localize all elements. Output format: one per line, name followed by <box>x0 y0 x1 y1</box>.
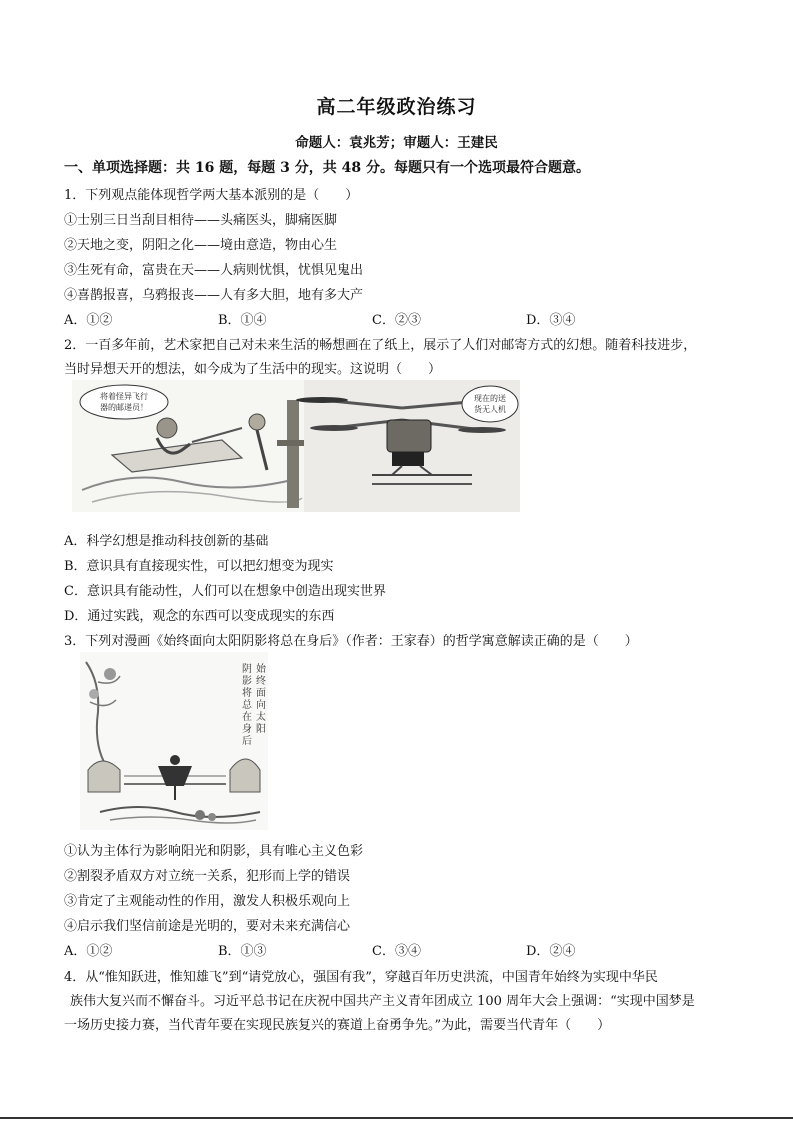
q2-option-b[interactable]: B．意识具有直接现实性，可以把幻想变为现实 <box>64 559 334 574</box>
q1-option-a[interactable]: A．①② <box>64 313 113 328</box>
q2-bubble-left-2: 器的邮递员！ <box>100 403 148 412</box>
q4-stem-line1: 4．从“惟知跃进，惟知雄飞”到“请党放心，强国有我”，穿越百年历史洪流，中国青年始终为实现中华民 <box>64 970 658 985</box>
q2-figure <box>72 380 520 512</box>
q4-stem-line3: 一场历史接力赛，当代青年要在实现民族复兴的赛道上奋勇争先。”为此，需要当代青年（ ） <box>64 1018 611 1033</box>
q2-option-a[interactable]: A．科学幻想是推动科技创新的基础 <box>64 534 269 549</box>
q3-option-b[interactable]: B．①③ <box>218 944 267 959</box>
q1-option-d[interactable]: D．③④ <box>526 313 576 328</box>
q1-item-3: ③生死有命，富贵在天——人病则忧惧，忧惧见鬼出 <box>64 263 364 278</box>
q3-cartoon <box>80 652 268 830</box>
q4-stem-line2: 族伟大复兴而不懈奋斗。习近平总书记在庆祝中国共产主义青年团成立 100 周年大会上强调：“实现中国梦是 <box>70 994 695 1009</box>
q2-bubble-left-1: 将着怪异飞行 <box>100 392 148 401</box>
q3-option-d[interactable]: D．②④ <box>526 944 576 959</box>
q1-option-c[interactable]: C．②③ <box>372 313 421 328</box>
q3-item-4: ④启示我们坚信前途是光明的，要对未来充满信心 <box>64 919 351 934</box>
q3-stem: 3．下列对漫画《始终面向太阳阴影将总在身后》（作者：王家春）的哲学寓意解读正确的是（ ） <box>64 634 638 649</box>
q3-item-2: ②割裂矛盾双方对立统一关系，犯形而上学的错误 <box>64 869 351 884</box>
q2-illustration <box>72 380 520 512</box>
q3-cartoon-caption: 始终面向太阳 阴影将总在身后 <box>242 664 266 747</box>
q2-bubble-right-1: 现在的送 <box>474 394 506 403</box>
q3-illustration <box>80 652 268 830</box>
page-bottom-rule <box>0 1117 793 1119</box>
section-heading: 一、单项选择题：共 16 题，每题 3 分，共 48 分。每题只有一个选项最符合题意。 <box>64 160 590 176</box>
q3-option-c[interactable]: C．③④ <box>372 944 421 959</box>
q2-option-c[interactable]: C．意识具有能动性，人们可以在想象中创造出现实世界 <box>64 584 386 599</box>
q1-stem: 1．下列观点能体现哲学两大基本派别的是（ ） <box>64 188 359 203</box>
q2-stem-line2: 当时异想天开的想法，如今成为了生活中的现实。这说明（ ） <box>64 362 442 377</box>
page-title: 高二年级政治练习 <box>316 96 477 118</box>
q2-option-d[interactable]: D．通过实践，观念的东西可以变成现实的东西 <box>64 609 335 624</box>
q3-option-a[interactable]: A．①② <box>64 944 113 959</box>
q2-bubble-right-2: 货无人机 <box>474 405 506 414</box>
q2-stem-line1: 2．一百多年前，艺术家把自己对未来生活的畅想画在了纸上，展示了人们对邮寄方式的幻想。随着科技进步， <box>64 338 697 353</box>
q1-item-2: ②天地之变，阴阳之化——境由意造，物由心生 <box>64 238 338 253</box>
q3-item-3: ③肯定了主观能动性的作用，激发人积极乐观向上 <box>64 894 351 909</box>
q1-item-1: ①士别三日当刮目相待——头痛医头，脚痛医脚 <box>64 213 338 228</box>
author-line: 命题人：袁兆芳；审题人：王建民 <box>295 135 498 151</box>
q1-item-4: ④喜鹊报喜，乌鸦报丧——人有多大胆，地有多大产 <box>64 288 364 303</box>
q3-item-1: ①认为主体行为影响阳光和阴影，具有唯心主义色彩 <box>64 844 364 859</box>
q1-option-b[interactable]: B．①④ <box>218 313 267 328</box>
